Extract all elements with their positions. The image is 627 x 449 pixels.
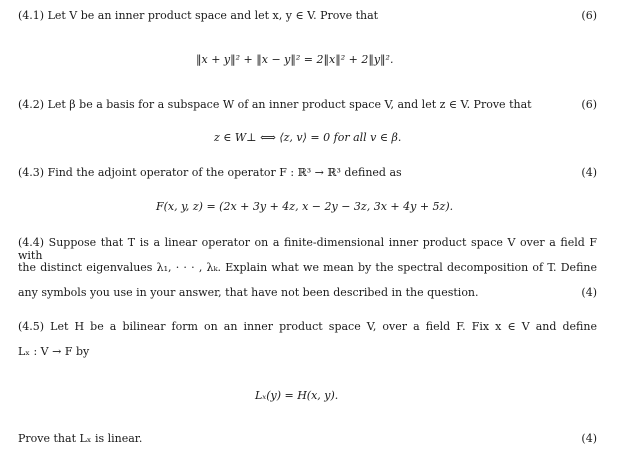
q42-marks: (6) (581, 98, 597, 111)
q44-line-2: the distinct eigenvalues λ₁, · · · , λₖ. Explain what we mean by the spectral decomposition of T. Define (18, 261, 597, 274)
q43-equation: F(x, y, z) = (2x + 3y + 4z, x − 2y − 3z, 3x + 4y + 5z). (156, 200, 454, 213)
q42-equation: z ∈ W⊥ ⟺ ⟨z, v⟩ = 0 for all v ∈ β. (214, 131, 402, 144)
q44-line-3: any symbols you use in your answer, that have not been described in the question. (18, 286, 479, 299)
q45-line-2: Lₓ : V → F by (18, 345, 90, 358)
q42-text: (4.2) Let β be a basis for a subspace W of an inner product space V, and let z ∈ V. Prove that (18, 98, 532, 111)
q41-text: (4.1) Let V be an inner product space and let x, y ∈ V. Prove that (18, 9, 379, 22)
q45-marks: (4) (581, 432, 597, 445)
q45-line-1: (4.5) Let H be a bilinear form on an inner product space V, over a field F. Fix x ∈ V and define (18, 320, 597, 333)
q41-marks: (6) (581, 9, 597, 22)
q41-equation: ‖x + y‖² + ‖x − y‖² = 2‖x‖² + 2‖y‖². (196, 53, 394, 66)
q45-closing: Prove that Lₓ is linear. (18, 432, 143, 445)
q43-marks: (4) (581, 166, 597, 179)
q43-text: (4.3) Find the adjoint operator of the operator F : ℝ³ → ℝ³ defined as (18, 166, 402, 179)
q45-equation: Lₓ(y) = H(x, y). (255, 389, 339, 402)
q44-line-1: (4.4) Suppose that T is a linear operator on a finite-dimensional inner product space V over a field F with (18, 236, 597, 262)
q44-marks: (4) (581, 286, 597, 299)
